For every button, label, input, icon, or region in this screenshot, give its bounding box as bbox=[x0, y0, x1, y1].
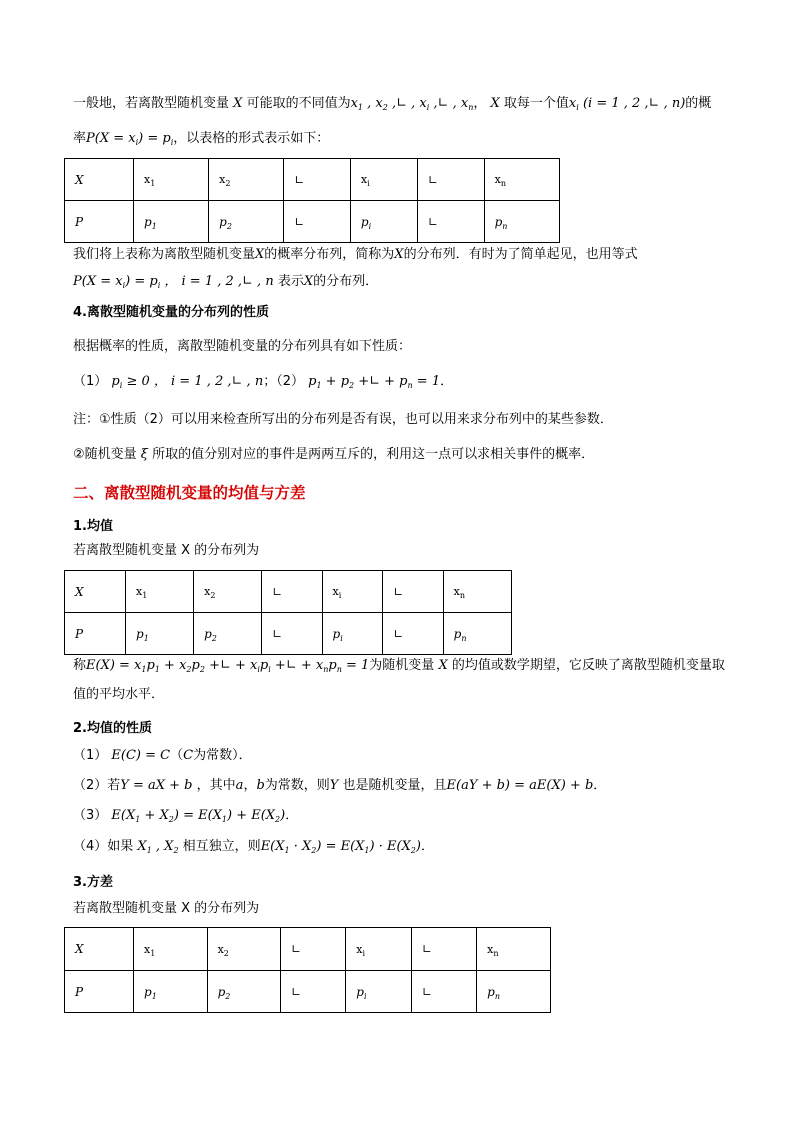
intro-line-2 bbox=[73, 130, 329, 148]
note-1: 注：①性质（2）可以用来检查所写出的分布列是否有误，也可以用来求分布列中的某些参数． bbox=[73, 412, 613, 427]
table-cell: $x_i$ bbox=[346, 928, 412, 971]
table-cell: $p_i$ bbox=[322, 613, 383, 655]
prop-2-b: ，其中 bbox=[196, 778, 236, 793]
table-cell: $x_i$ bbox=[350, 159, 417, 201]
table-cell: $p_1$ bbox=[134, 971, 208, 1013]
property-1: $p_i \ge 0$ ， i = 1 , 2 ,∟ , n bbox=[111, 374, 264, 390]
section-two-title: 二、离散型随机变量的均值与方差 bbox=[73, 484, 306, 502]
variance-intro: 若离散型随机变量 X 的分布列为 bbox=[73, 901, 260, 916]
section-4-heading: 4.离散型随机变量的分布列的性质 bbox=[73, 305, 269, 320]
formula: $X_1$ , $X_2$ bbox=[137, 839, 179, 855]
intro-text-c: 取每一个值 bbox=[503, 96, 569, 111]
property-2: $p_1 + p_2$ +∟ + $p_n = 1$ bbox=[308, 374, 441, 390]
prop-2-d: 也是随机变量，且 bbox=[342, 778, 447, 793]
table-cell: ∟ bbox=[281, 928, 346, 971]
formula: Y = aX + b bbox=[120, 778, 193, 793]
value-xi-range: $x_i$ (i = 1 , 2 ,∟ , n) bbox=[568, 96, 686, 112]
table-cell: $p_1$ bbox=[134, 201, 209, 243]
prob-formula: $P(X = x_i) = p_i$ ， i = 1 , 2 ,∟ , n bbox=[73, 274, 274, 290]
table-cell: ∟ bbox=[262, 571, 322, 613]
table-cell: $p_n$ bbox=[484, 201, 559, 243]
note-2-a: ②随机变量 bbox=[73, 447, 137, 462]
mean-property-4: （4）如果 $X_1$ , $X_2$ 相互独立，则$E(X_1 \cdot X_2) = E(X_1) \cdot E(X_2)$． bbox=[73, 839, 434, 855]
note: 为常数）． bbox=[193, 748, 252, 763]
note-2 bbox=[73, 446, 594, 464]
mean-definition-line-2: 值的平均水平． bbox=[73, 687, 165, 702]
table-cell: $x_i$ bbox=[322, 571, 383, 613]
table-cell: $x_2$ bbox=[207, 928, 281, 971]
table-cell: ∟ bbox=[418, 201, 485, 243]
table-header-p: P bbox=[65, 971, 134, 1013]
table-cell: $x_1$ bbox=[134, 159, 209, 201]
after-text-b: 的概率分布列，简称为 bbox=[264, 247, 395, 262]
after-text-e: 的分布列． bbox=[313, 274, 379, 289]
prob-formula: $P(X = x_i) = p_i$ bbox=[86, 131, 174, 147]
table-cell: $p_n$ bbox=[443, 613, 511, 655]
table-cell: $p_2$ bbox=[207, 971, 281, 1013]
table-cell: ∟ bbox=[383, 571, 443, 613]
paren: （ bbox=[170, 748, 184, 763]
after-text-d: 表示 bbox=[277, 274, 304, 289]
table-cell: $p_1$ bbox=[126, 613, 194, 655]
mean-properties-heading: 2.均值的性质 bbox=[73, 721, 152, 736]
prop-4-b: 相互独立，则 bbox=[182, 839, 261, 854]
table-header-p: P bbox=[65, 201, 134, 243]
mean-def-c: 的均值或数学期望，它反映了离散型随机变量取 bbox=[451, 658, 725, 673]
note-2-b: 所取的值分别对应的事件是两两互斥的，利用这一点可以求相关事件的概率． bbox=[152, 447, 595, 462]
table-cell: $x_2$ bbox=[209, 159, 284, 201]
prop-4-a: （4）如果 bbox=[73, 839, 134, 854]
table-cell: ∟ bbox=[284, 159, 351, 201]
section-4-properties: （1） $p_i \ge 0$ ， i = 1 , 2 ,∟ , n；（2） $p_1 + p_2$ +∟ + $p_n = 1$． bbox=[73, 374, 454, 390]
mean-property-2: （2）若Y = aX + b ，其中a，b为常数，则Y 也是随机变量，且E(aY + b) = aE(X) + b． bbox=[73, 778, 607, 793]
table-cell: ∟ bbox=[281, 971, 346, 1013]
value-list: $x_1$ , $x_2$ ,∟ , $x_i$ ,∟ , $x_n$ bbox=[350, 96, 474, 112]
distribution-table-2 bbox=[64, 570, 512, 655]
prop-2-c: 为常数，则 bbox=[264, 778, 330, 793]
intro-text-a: 一般地，若离散型随机变量 bbox=[73, 96, 230, 111]
mean-heading: 1.均值 bbox=[73, 519, 113, 534]
after-table-line-1: 我们将上表称为离散型随机变量X的概率分布列，简称为X的分布列．有时为了简单起见，也用等式 bbox=[73, 247, 638, 262]
table-cell: $p_i$ bbox=[350, 201, 417, 243]
prop-2-a: （2）若 bbox=[73, 778, 121, 793]
xi-symbol: ξ bbox=[140, 447, 148, 462]
table-cell: $x_1$ bbox=[134, 928, 208, 971]
distribution-table-1 bbox=[64, 158, 560, 243]
mean-property-3: （3） $E(X_1 + X_2) = E(X_1) + E(X_2)$． bbox=[73, 808, 299, 824]
table-cell: $x_2$ bbox=[194, 571, 262, 613]
table-cell: $p_i$ bbox=[346, 971, 412, 1013]
table-cell: ∟ bbox=[383, 613, 443, 655]
mean-def-a: 称 bbox=[73, 658, 87, 673]
table-cell: ∟ bbox=[412, 971, 477, 1013]
mean-formula: $E(X) = x_1p_1 + x_2p_2$ +∟ + $x_ip_i$ +∟ + $x_np_n = 1$ bbox=[86, 658, 370, 674]
formula: E(aY + b) = aE(X) + b bbox=[446, 778, 594, 793]
item-label: （3） bbox=[73, 808, 108, 823]
table-header-x: X bbox=[65, 928, 134, 971]
table-cell: $p_n$ bbox=[477, 971, 551, 1013]
table-cell: $p_2$ bbox=[209, 201, 284, 243]
formula: $E(X_1 \cdot X_2) = E(X_1) \cdot E(X_2)$ bbox=[260, 839, 421, 855]
section-4-intro: 根据概率的性质，离散型随机变量的分布列具有如下性质： bbox=[73, 339, 412, 354]
variance-heading: 3.方差 bbox=[73, 875, 113, 890]
table-header-x: X bbox=[65, 571, 126, 613]
intro-text-b: 可能取的不同值为 bbox=[246, 96, 351, 111]
table-cell: ∟ bbox=[418, 159, 485, 201]
distribution-table-3 bbox=[64, 927, 551, 1013]
var-x: X bbox=[233, 96, 243, 111]
table-cell: ∟ bbox=[284, 201, 351, 243]
table-cell: ∟ bbox=[412, 928, 477, 971]
intro-text-e: 率 bbox=[73, 131, 87, 146]
table-cell: $p_2$ bbox=[194, 613, 262, 655]
table-header-p: P bbox=[65, 613, 126, 655]
table-cell: $x_n$ bbox=[477, 928, 551, 971]
item-label: ；（2） bbox=[263, 374, 304, 389]
item-label: （1） bbox=[73, 748, 108, 763]
intro-text-d: 的概 bbox=[685, 96, 712, 111]
after-table-line-2: $P(X = x_i) = p_i$ ， i = 1 , 2 ,∟ , n 表示X的分布列． bbox=[73, 274, 379, 290]
var-x: X bbox=[490, 96, 500, 111]
item-label: （1） bbox=[73, 374, 108, 389]
table-cell: $x_n$ bbox=[443, 571, 511, 613]
formula: E(C) = C bbox=[111, 748, 171, 763]
table-cell: ∟ bbox=[262, 613, 322, 655]
formula: $E(X_1 + X_2) = E(X_1) + E(X_2)$ bbox=[111, 808, 286, 824]
table-header-x: X bbox=[65, 159, 134, 201]
mean-property-1: （1） E(C) = C（C为常数）． bbox=[73, 748, 252, 763]
mean-definition-line-1: 称$E(X) = x_1p_1 + x_2p_2$ +∟ + $x_ip_i$ +∟ + $x_np_n = 1$为随机变量 X 的均值或数学期望，它反映了离散型随机变量取 bbox=[73, 658, 725, 674]
table-cell: $x_n$ bbox=[484, 159, 559, 201]
after-text-c: 的分布列．有时为了简单起见，也用等式 bbox=[403, 247, 638, 262]
table-cell: $x_1$ bbox=[126, 571, 194, 613]
intro-text-f: ，以表格的形式表示如下： bbox=[173, 131, 330, 146]
mean-def-b: 为随机变量 bbox=[369, 658, 435, 673]
after-text-a: 我们将上表称为离散型随机变量 bbox=[73, 247, 256, 262]
intro-line-1: 一般地，若离散型随机变量 X 可能取的不同值为$x_1$ , $x_2$ ,∟ , $x_i$ ,∟ , $x_n$， X 取每一个值$x_i$ (i = 1 , 2 ,∟ , n)的概 bbox=[73, 96, 712, 112]
mean-intro: 若离散型随机变量 X 的分布列为 bbox=[73, 543, 260, 558]
